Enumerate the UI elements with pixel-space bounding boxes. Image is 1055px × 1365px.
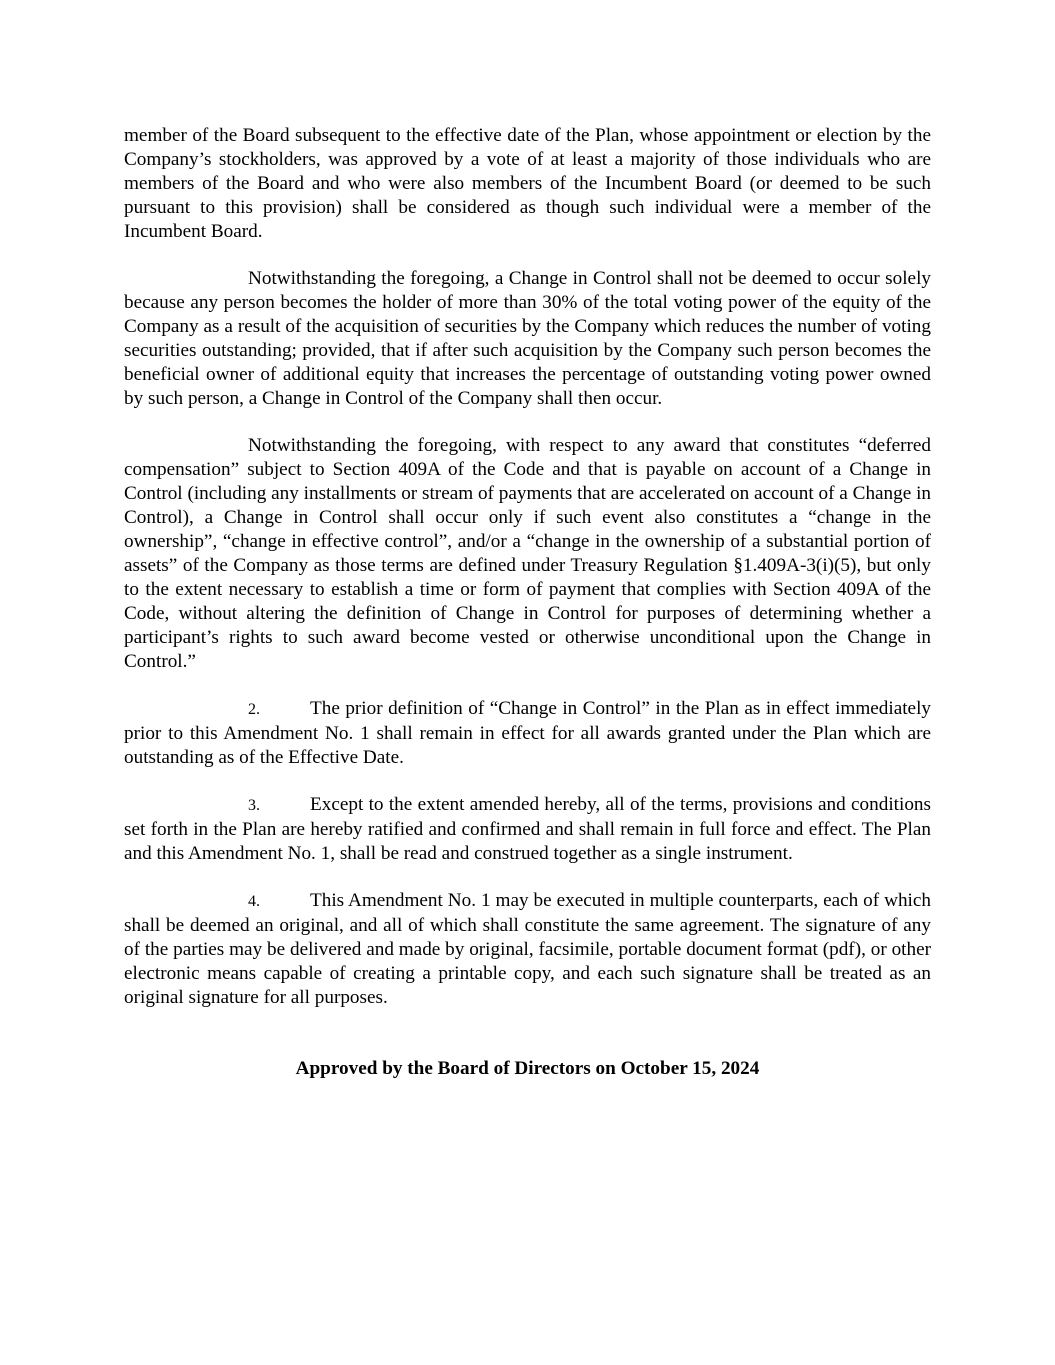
numbered-paragraph-4 [124, 889, 931, 1010]
numbered-paragraph-3 [124, 793, 931, 866]
paragraph-number: 4. [248, 893, 260, 910]
paragraph-voting-power: Notwithstanding the foregoing, a Change in Control shall not be deemed to occur solely because any person becomes the holder of more than 30% of the total voting power of the equity of the Company as a result of the acquisition of securities by the Company which reduces the number of voting securities outstanding; provided, that if after such acquisition by the Company such person becomes the beneficial owner of additional equity that increases the percentage of outstanding voting power owned by such person, a Change in Control of the Company shall then occur. [124, 268, 931, 409]
paragraph-text: The prior definition of “Change in Control” in the Plan as in effect immediately prior to this Amendment No. 1 shall remain in effect for all awards granted under the Plan which are outstanding as of the Effective Date. [124, 698, 931, 768]
paragraph-incumbent-board: member of the Board subsequent to the effective date of the Plan, whose appointment or election by the Company’s stockholders, was approved by a vote of at least a majority of those individuals who are members of the Board and who were also members of the Incumbent Board (or deemed to be such pursuant to this provision) shall be considered as though such individual were a member of the Incumbent Board. [124, 125, 931, 242]
approval-line: Approved by the Board of Directors on October 15, 2024 [295, 1058, 760, 1079]
paragraph-text: Except to the extent amended hereby, all of the terms, provisions and conditions set forth in the Plan are hereby ratified and confirmed and shall remain in full force and effect. The Plan and this Amendment No. 1, shall be read and construed together as a single instrument. [124, 794, 931, 864]
paragraph-text: This Amendment No. 1 may be executed in multiple counterparts, each of which shall be deemed an original, and all of which shall constitute the same agreement. The signature of any of the parties may be delivered and made by original, facsimile, portable document format (pdf), or other electronic means capable of creating a printable copy, and each such signature shall be treated as an original signature for all purposes. [124, 890, 931, 1008]
paragraph-number: 2. [248, 701, 260, 718]
document-page [124, 124, 931, 1081]
numbered-paragraph-2 [124, 697, 931, 770]
paragraph-number: 3. [248, 797, 260, 814]
paragraph-409a: Notwithstanding the foregoing, with respect to any award that constitutes “deferred compensation” subject to Section 409A of the Code and that is payable on account of a Change in Control (including any installments or stream of payments that are accelerated on account of a Change in Control), a Change in Control shall occur only if such event also constitutes a “change in the ownership”, “change in effective control”, and/or a “change in the ownership of a substantial portion of assets” of the Company as those terms are defined under Treasury Regulation §1.409A-3(i)(5), but only to the extent necessary to establish a time or form of payment that complies with Section 409A of the Code, without altering the definition of Change in Control for purposes of determining whether a participant’s rights to such award become vested or otherwise unconditional upon the Change in Control.” [124, 435, 931, 672]
